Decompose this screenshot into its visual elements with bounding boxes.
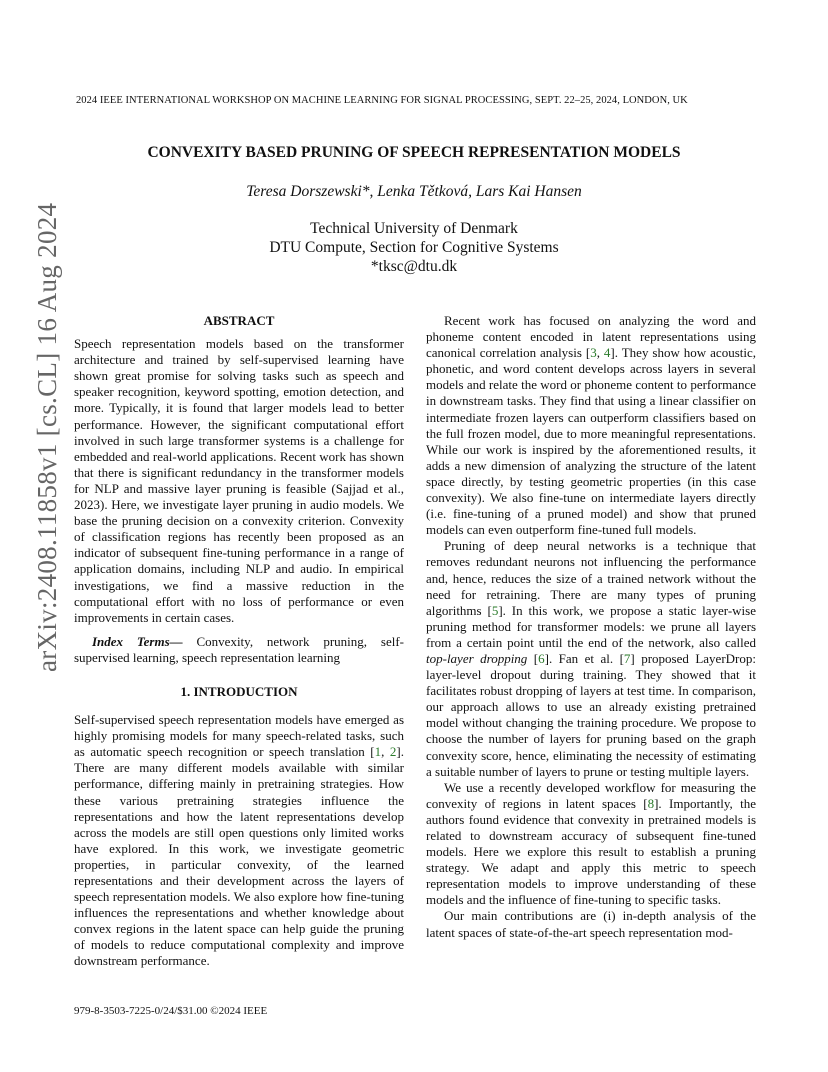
- index-terms: [74, 634, 404, 666]
- abstract-text: Speech representation models based on the transformer architecture and trained by self-supervised learning have shown great promise for solving tasks such as speech and speaker recognition, keyword spotting, emotion detection, and more. Typically, it is found that larger models lead to better performance. However, the significant computational effort involved in such large transformer systems is a challenge for embedded and real-world applications. Recent work has shown that there is significant redundancy in the transformer models for NLP and massive layer pruning is feasible (Sajjad et al., 2023). Here, we investigate layer pruning in audio models. We base the pruning decision on a convexity criterion. Convexity of classification regions has recently been proposed as an indicator of subsequent fine-tuning performance in a range of application domains, including NLP and audio. In empirical investigations, we find a massive reduction in the computational effort with no loss of performance or even improvements in certain cases.: [74, 336, 404, 625]
- para2-text-e: ] proposed LayerDrop: layer-level dropout during training. They showed that it facilitates robust dropping of layers at test time. In comparison, our approach allows to use an already existing pretrained model without changing the training procedure. We propose to choose the number of layers for pruning based on the graph convexity score, hence, eliminating the necessity of estimating a suitable number of layers to prune or testing multiple layers.: [426, 650, 756, 779]
- right-column: [426, 313, 756, 941]
- index-terms-label: Index Terms—: [92, 633, 183, 649]
- affiliation-line-2: DTU Compute, Section for Cognitive Systems: [269, 239, 559, 256]
- emphasis-term: top-layer dropping: [426, 650, 528, 666]
- running-header: 2024 IEEE INTERNATIONAL WORKSHOP ON MACHINE LEARNING FOR SIGNAL PROCESSING, SEPT. 22–25, 2024, LONDON, UK: [76, 95, 688, 106]
- related-work-paragraph: [426, 313, 756, 538]
- citation-link[interactable]: 5: [491, 602, 499, 618]
- intro-text-a: Self-supervised speech representation models have emerged as highly promising models for many speech-related tasks, such as automatic speech recognition or speech translation [: [74, 712, 404, 760]
- contributions-paragraph: Our main contributions are (i) in-depth analysis of the latent spaces of state-of-the-art speech representation mod-: [426, 908, 756, 940]
- para3-text-b: ]. Importantly, the authors found evidence that convexity in pretrained models is related to downstream accuracy of subsequent fine-tuned models. Here we explore this result to establish a pruning strategy. We adapt and apply this metric to speech representation models to improve understanding of these models and the influence of fine-tuning to specific tasks.: [426, 795, 756, 908]
- author-list: Teresa Dorszewski*, Lenka Tětková, Lars Kai Hansen: [246, 183, 582, 200]
- para2-text-d: ]. Fan et al. [: [544, 650, 624, 666]
- para1-text-a: Recent work has focused on analyzing the word and phoneme content encoded in latent representations using canonical correlation analysis [: [426, 313, 756, 361]
- affiliation: [0, 219, 828, 276]
- arxiv-identifier-stamp: arXiv:2408.11858v1 [cs.CL] 16 Aug 2024: [32, 202, 62, 672]
- pruning-paragraph: [426, 538, 756, 779]
- para3-text-a: We use a recently developed workflow for measuring the convexity of regions in latent spaces [: [426, 779, 756, 811]
- citation-separator: ,: [596, 345, 604, 361]
- index-terms-text: Convexity, network pruning, self-supervised learning, speech representation learning: [74, 633, 404, 665]
- citation-link[interactable]: 6: [538, 650, 545, 666]
- copyright-footer: 979-8-3503-7225-0/24/$31.00 ©2024 IEEE: [74, 1005, 268, 1017]
- left-column: [74, 313, 404, 970]
- contact-email: *tksc@dtu.dk: [370, 258, 458, 275]
- citation-link[interactable]: 7: [623, 650, 631, 666]
- citation-link[interactable]: 4: [603, 345, 611, 361]
- introduction-heading: 1. INTRODUCTION: [180, 683, 298, 699]
- para1-text-b: ]. They show how acoustic, phonetic, and word content develops across layers in several models and relate the word or phoneme content to performance in downstream tasks. They find that using a linear classifier on intermediate frozen layers can outperform classifiers based on the full frozen model, due to more meaningful representations. While our work is inspired by the aforementioned results, it adds a new dimension of analyzing the structure of the latent space directly, by testing geometric properties (in this case convexity). We also fine-tune on intermediate layers directly (i.e. fine-tuning of a pruned model) and show that pruned models can even outperform fine-tuned full models.: [426, 345, 756, 538]
- citation-separator: ,: [381, 744, 390, 760]
- introduction-paragraph: [74, 712, 404, 970]
- para2-text-b: ]. In this work, we propose a static layer-wise pruning method for transformer models: we prune all layers from a certain point until the end of the network, also called: [426, 602, 756, 650]
- citation-link[interactable]: 3: [590, 345, 597, 361]
- citation-link[interactable]: 2: [389, 744, 397, 760]
- citation-link[interactable]: 8: [647, 795, 655, 811]
- abstract-heading: ABSTRACT: [203, 313, 275, 328]
- affiliation-line-1: Technical University of Denmark: [310, 220, 518, 237]
- citation-link[interactable]: 1: [374, 744, 382, 760]
- convexity-paragraph: [426, 780, 756, 909]
- intro-text-b: ]. There are many different models available with similar performance, differing mainly in pretraining strategies. How these various pretraining strategies influence the representations and how the latent representations develop across the models are still open questions only limited works have explored. In this work, we investigate geometric properties, in particular convexity, of the learned representations and their development across the layers of speech representation models. We also explore how fine-tuning influences the representations and whether knowledge about convex regions in the latent space can help guide the pruning of models to reduce computational complexity and improve downstream performance.: [74, 744, 404, 969]
- paper-title: CONVEXITY BASED PRUNING OF SPEECH REPRESENTATION MODELS: [147, 144, 681, 161]
- para2-text-a: Pruning of deep neural networks is a technique that removes redundant neurons not influencing the performance and, hence, reduces the size of a trained network without the need for retraining. There are many types of pruning algorithms [: [426, 538, 756, 618]
- para2-text-c: [: [527, 650, 539, 666]
